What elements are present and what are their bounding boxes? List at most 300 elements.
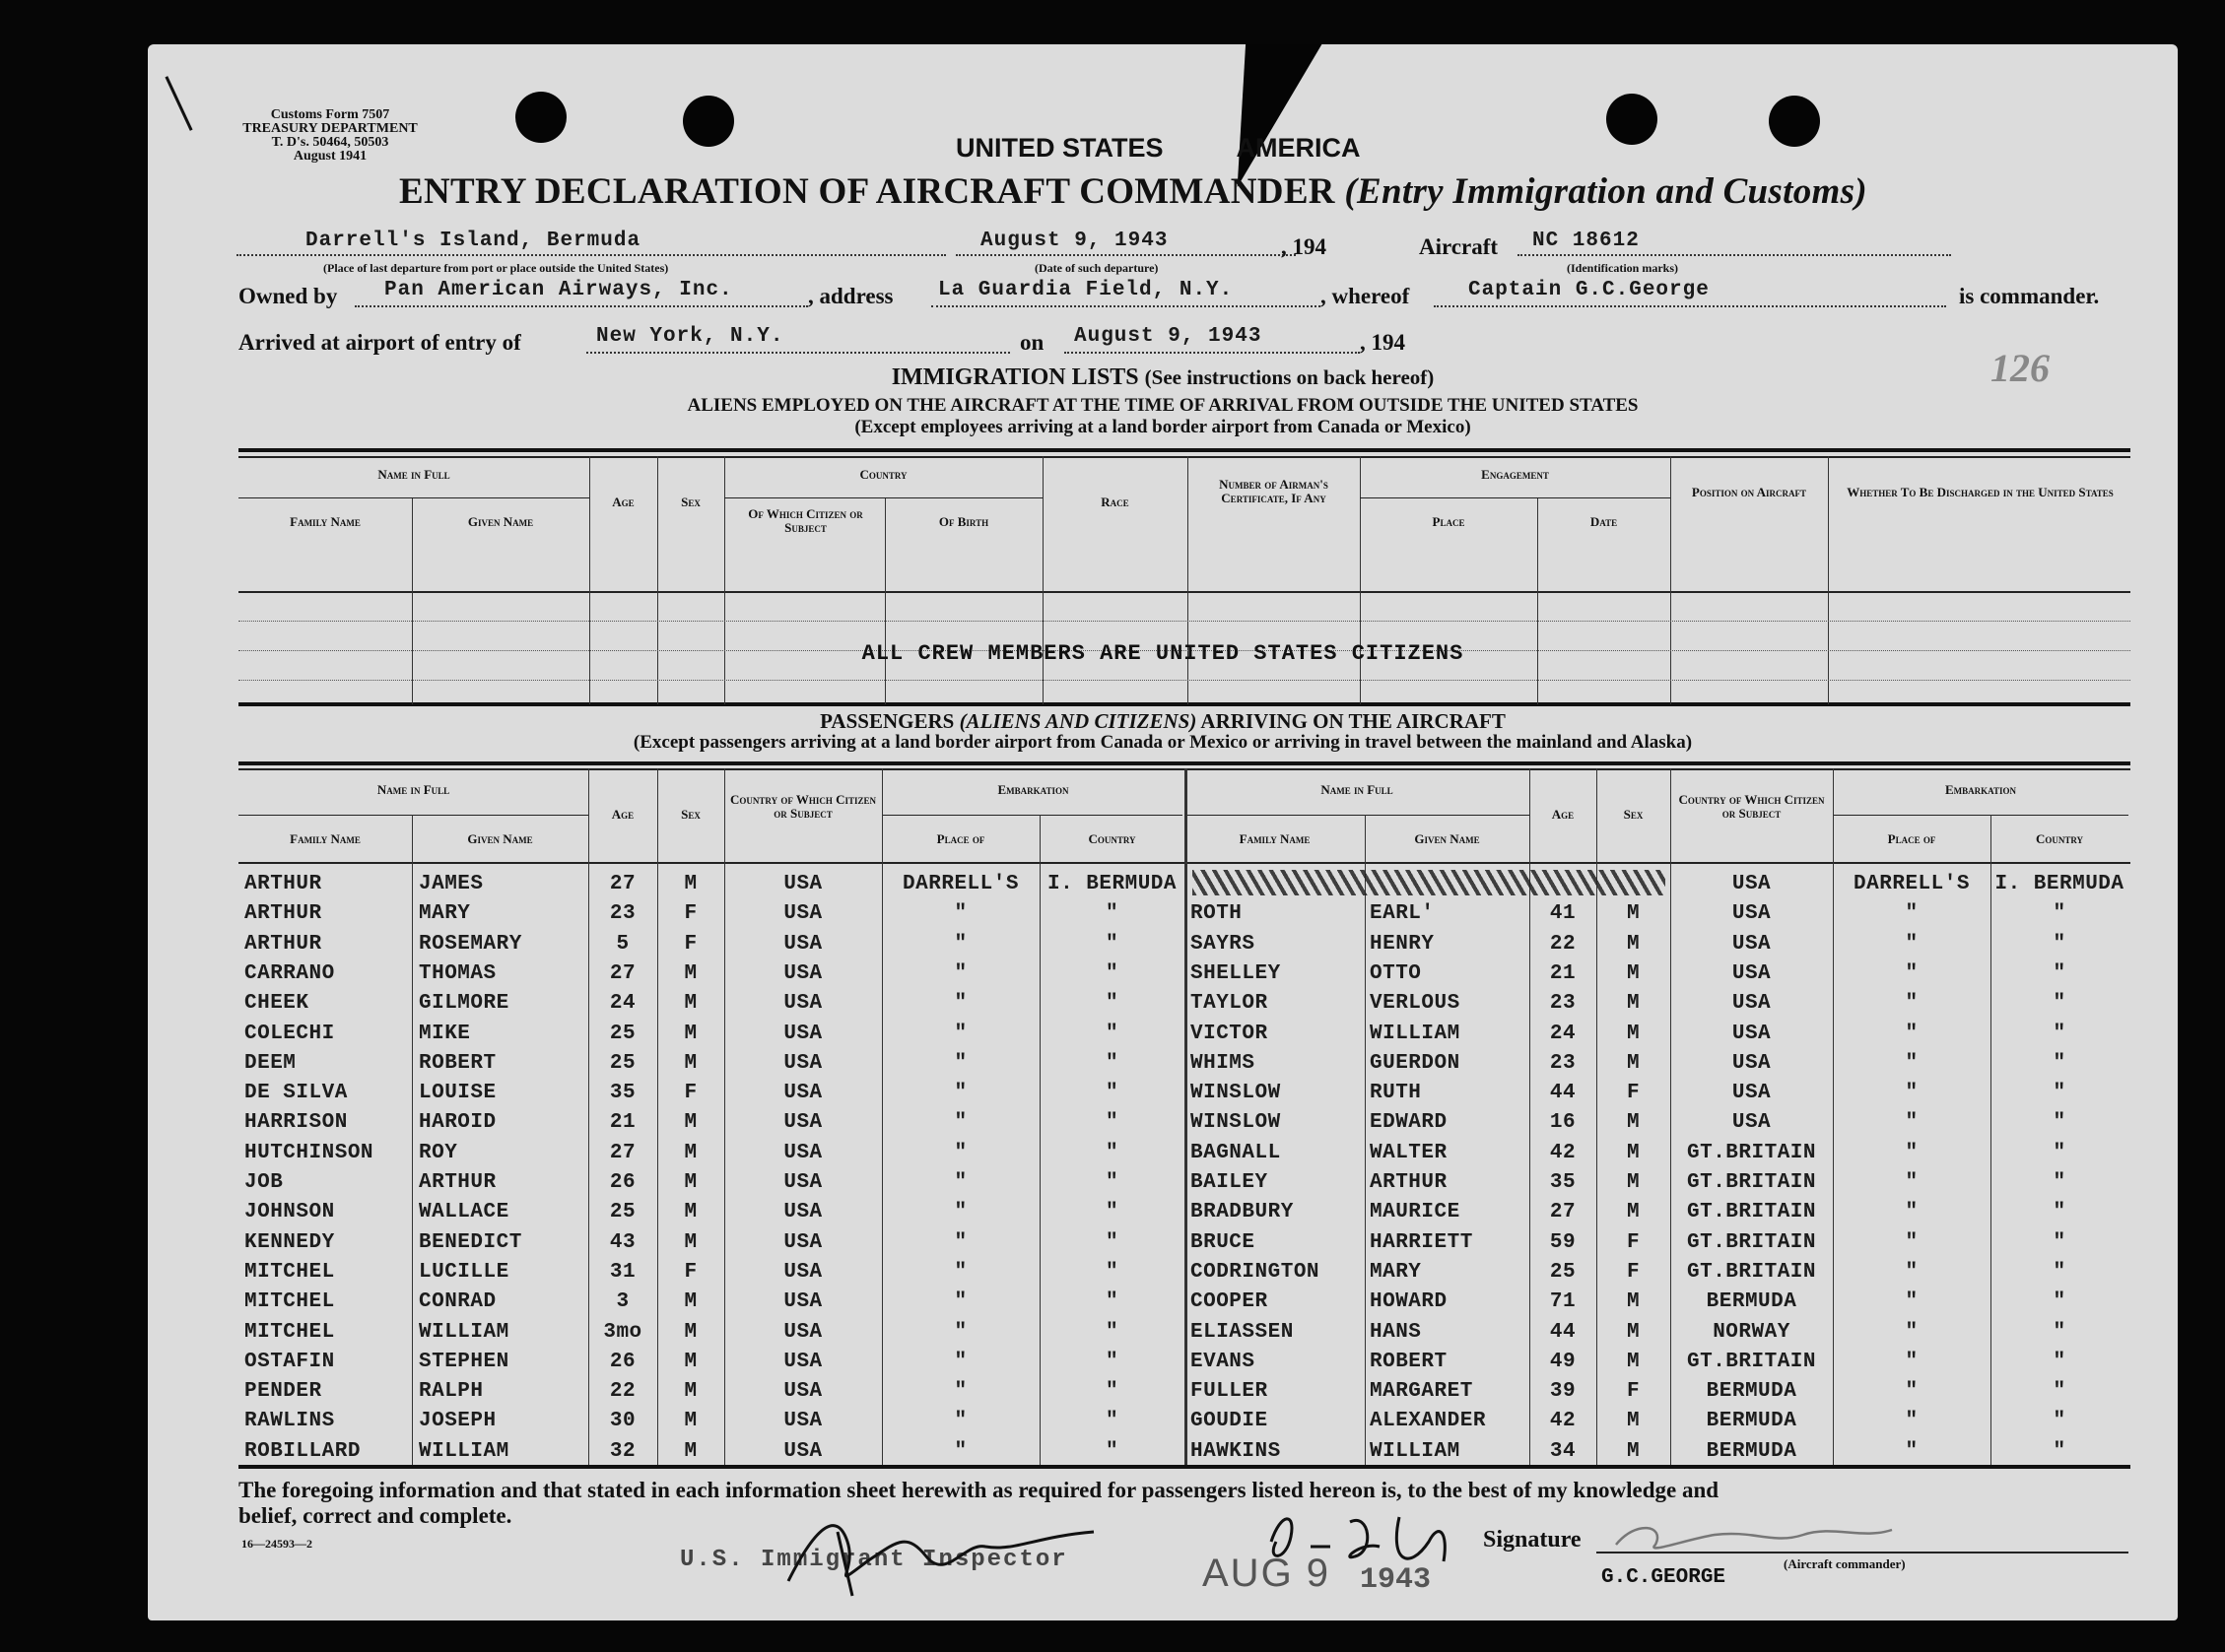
sheet-number-stamp: 126	[1990, 346, 2050, 390]
pax-left-given: GILMORE	[419, 992, 509, 1016]
inspector-signature	[778, 1502, 1113, 1601]
pax-right-sex: M	[1626, 1410, 1641, 1433]
ditto-mark: "	[1105, 1380, 1119, 1404]
pax-left-given: BENEDICT	[419, 1230, 522, 1254]
pax-left-sex: M	[684, 1350, 698, 1373]
ditto-mark: "	[2053, 1350, 2066, 1373]
ditto-mark: "	[2053, 1022, 2066, 1045]
form-code: 16—24593—2	[241, 1537, 312, 1551]
pax-left-family: DEEM	[244, 1051, 297, 1075]
passenger-rows	[148, 870, 2178, 1461]
pax-right-citizen: USA	[1731, 961, 1772, 985]
pax-right-sex: M	[1626, 1051, 1641, 1075]
ditto-mark: "	[2053, 1320, 2066, 1344]
pax-right-given: GUERDON	[1370, 1051, 1460, 1075]
ditto-mark: "	[1905, 992, 1919, 1016]
pax-right-citizen: GT.BRITAIN	[1686, 1171, 1817, 1194]
pax-left-family: CARRANO	[244, 961, 335, 985]
ditto-mark: "	[1105, 961, 1119, 985]
pax-age-header: Age	[611, 807, 635, 822]
pax-left-age: 26	[609, 1350, 637, 1373]
pax-left-age: 25	[609, 1022, 637, 1045]
crew-engagement-header: Engagement	[1481, 467, 1549, 482]
pax-left-age: 22	[609, 1380, 637, 1404]
table-row	[148, 1198, 2178, 1227]
pax-left-age: 27	[609, 1141, 637, 1164]
ditto-mark: "	[2053, 902, 2066, 926]
pax-left-age: 35	[609, 1082, 637, 1105]
declaration-text-2: belief, correct and complete.	[238, 1503, 512, 1528]
table-row	[148, 959, 2178, 989]
pax-left-age: 31	[609, 1260, 637, 1284]
punch-hole	[1606, 94, 1657, 145]
pax-right-sex: F	[1626, 1230, 1641, 1254]
pax-embarkation-header-right: Embarkation	[1944, 782, 2016, 797]
arrived-label: Arrived at airport of entry of	[238, 330, 521, 355]
pax-right-citizen: NORWAY	[1713, 1320, 1790, 1344]
pax-left-citizen: USA	[783, 1111, 823, 1135]
pax-family-header: Family Name	[290, 831, 361, 846]
pax-right-citizen: GT.BRITAIN	[1686, 1260, 1817, 1284]
pax-right-citizen: USA	[1731, 873, 1772, 895]
punch-hole	[515, 92, 567, 143]
pax-right-given: VERLOUS	[1370, 992, 1460, 1016]
crew-name-header: Name in Full	[377, 467, 450, 482]
signature-label: Signature	[1483, 1527, 1582, 1553]
form-title	[399, 170, 1867, 213]
table-row	[148, 989, 2178, 1019]
pax-left-age: 3mo	[603, 1320, 642, 1344]
pax-left-age: 26	[609, 1171, 637, 1194]
pax-right-given: EARL'	[1370, 902, 1435, 926]
pax-sex-header: Sex	[681, 807, 701, 822]
ditto-mark: "	[1105, 1051, 1119, 1075]
pax-embarkation-header: Embarkation	[997, 782, 1069, 797]
pax-right-citizen: USA	[1731, 902, 1772, 926]
pax-left-sex: F	[684, 1082, 698, 1105]
torn-corner	[1198, 44, 1325, 187]
ditto-mark: "	[1905, 1410, 1919, 1433]
department: TREASURY DEPARTMENT	[242, 121, 418, 136]
pax-right-family: FULLER	[1190, 1380, 1268, 1404]
pax-right-citizen: USA	[1731, 1051, 1772, 1075]
commander-value: Captain G.C.George	[1468, 279, 1710, 301]
pax-left-given: RALPH	[419, 1380, 484, 1404]
pax-left-given: ROSEMARY	[419, 932, 522, 956]
aircraft-value: NC 18612	[1532, 230, 1640, 252]
ditto-mark: "	[954, 1230, 968, 1254]
ditto-mark: "	[2053, 1380, 2066, 1404]
ditto-mark: "	[1105, 1320, 1119, 1344]
pax-right-sex: M	[1626, 1320, 1641, 1344]
ditto-mark: "	[1105, 1111, 1119, 1135]
pax-left-family: KENNEDY	[244, 1230, 335, 1254]
table-row	[148, 870, 2178, 899]
pax-right-citizen: USA	[1731, 1111, 1772, 1135]
pax-right-age: 34	[1549, 1439, 1577, 1463]
crew-discharged-header: Whether To Be Discharged in the United States	[1847, 485, 2114, 499]
ditto-mark: "	[1105, 1171, 1119, 1194]
pax-left-citizen: USA	[783, 1201, 823, 1224]
pax-citizen-header-right: Country of Which Citizen or Subject	[1678, 792, 1825, 821]
commander-name: G.C.GEORGE	[1601, 1566, 1726, 1589]
ditto-mark: "	[954, 1439, 968, 1463]
immigration-subtitle-note: (Except employees arriving at a land border airport from Canada or Mexico)	[854, 417, 1471, 437]
pax-right-family: BAGNALL	[1190, 1141, 1281, 1164]
pax-right-citizen: BERMUDA	[1706, 1380, 1797, 1404]
pax-right-age: 42	[1549, 1410, 1577, 1433]
pax-left-given: ROBERT	[419, 1051, 497, 1075]
pax-right-given: RUTH	[1370, 1082, 1422, 1105]
ditto-mark: "	[1905, 932, 1919, 956]
owned-by-label: Owned by	[238, 284, 338, 308]
departure-place-caption: (Place of last departure from port or place outside the United States)	[323, 261, 669, 275]
pax-left-given: WILLIAM	[419, 1320, 509, 1344]
table-row	[148, 1228, 2178, 1258]
pax-citizen-header: Country of Which Citizen or Subject	[730, 792, 876, 821]
pax-place-header: Place of	[936, 831, 985, 846]
passengers-title-end: ARRIVING ON THE AIRCRAFT	[1200, 709, 1506, 733]
pax-right-given: WALTER	[1370, 1141, 1448, 1164]
pax-left-sex: M	[684, 1022, 698, 1045]
ditto-mark: "	[2053, 1230, 2066, 1254]
crew-place-header: Place	[1432, 514, 1465, 529]
pax-left-citizen: USA	[783, 961, 823, 985]
pax-right-sex: F	[1626, 1260, 1641, 1284]
pax-left-family: DE SILVA	[244, 1082, 348, 1105]
ditto-mark: "	[1105, 1141, 1119, 1164]
pax-left-age: 25	[609, 1051, 637, 1075]
pax-left-given: JAMES	[419, 873, 484, 895]
passengers-title-text: PASSENGERS	[820, 709, 955, 733]
pax-left-given: WILLIAM	[419, 1439, 509, 1463]
on-label: on	[1020, 330, 1045, 355]
pax-left-given: ROY	[419, 1141, 458, 1164]
ditto-mark: "	[1105, 1201, 1119, 1224]
pax-left-sex: M	[684, 1290, 698, 1314]
ditto-mark: "	[1105, 1410, 1119, 1433]
pax-left-family: RAWLINS	[244, 1410, 335, 1433]
pax-left-family: CHEEK	[244, 992, 309, 1016]
pax-left-age: 5	[616, 932, 630, 956]
pax-age-header-right: Age	[1551, 807, 1575, 822]
pax-left-family: HARRISON	[244, 1111, 348, 1135]
pax-left-citizen: USA	[783, 1320, 823, 1344]
pax-left-citizen: USA	[783, 1051, 823, 1075]
pax-right-age: 41	[1549, 902, 1577, 926]
pax-left-given: HAROID	[419, 1111, 497, 1135]
pax-left-family: JOB	[244, 1171, 284, 1194]
pax-right-age: 23	[1549, 1051, 1577, 1075]
pax-left-age: 27	[609, 961, 637, 985]
pax-left-family: ARTHUR	[244, 932, 322, 956]
embark-place: DARRELL'S	[903, 873, 1019, 895]
table-row	[148, 1020, 2178, 1049]
pax-right-sex: M	[1626, 1022, 1641, 1045]
crew-birth-header: Of Birth	[938, 514, 989, 529]
pax-left-citizen: USA	[783, 1082, 823, 1105]
pax-right-citizen: BERMUDA	[1706, 1439, 1797, 1463]
table-row	[148, 1377, 2178, 1407]
pax-right-sex: M	[1626, 1171, 1641, 1194]
crew-citizen-header: Of Which Citizen or Subject	[748, 506, 863, 535]
ditto-mark: "	[1905, 1350, 1919, 1373]
ditto-mark: "	[954, 1171, 968, 1194]
table-row	[148, 1288, 2178, 1317]
ditto-mark: "	[954, 992, 968, 1016]
pax-right-given: ARTHUR	[1370, 1171, 1448, 1194]
pax-left-sex: M	[684, 1201, 698, 1224]
pax-right-age: 49	[1549, 1350, 1577, 1373]
ditto-mark: "	[954, 1260, 968, 1284]
table-row	[148, 1168, 2178, 1198]
ditto-mark: "	[1905, 1141, 1919, 1164]
pax-right-sex: M	[1626, 992, 1641, 1016]
pax-right-family: COOPER	[1190, 1290, 1268, 1314]
ditto-mark: "	[954, 1350, 968, 1373]
pax-right-family: WHIMS	[1190, 1051, 1255, 1075]
passengers-title-italic: (ALIENS AND CITIZENS)	[959, 709, 1197, 733]
pax-right-sex: M	[1626, 1201, 1641, 1224]
ditto-mark: "	[2053, 1410, 2066, 1433]
ditto-mark: "	[2053, 1111, 2066, 1135]
pax-left-sex: M	[684, 1439, 698, 1463]
pax-left-sex: M	[684, 992, 698, 1016]
ditto-mark: "	[1905, 961, 1919, 985]
pax-left-age: 27	[609, 873, 637, 895]
pax-left-age: 21	[609, 1111, 637, 1135]
ditto-mark: "	[1105, 932, 1119, 956]
ditto-mark: "	[2053, 992, 2066, 1016]
ditto-mark: "	[1905, 902, 1919, 926]
pax-left-family: ARTHUR	[244, 902, 322, 926]
crew-family-header: Family Name	[290, 514, 361, 529]
pax-right-citizen: GT.BRITAIN	[1686, 1350, 1817, 1373]
pax-right-family: BRADBURY	[1190, 1201, 1294, 1224]
table-row	[148, 1348, 2178, 1377]
crew-age-header: Age	[612, 495, 635, 509]
year-suffix-2: , 194	[1360, 330, 1405, 355]
pax-right-sex: M	[1626, 932, 1641, 956]
signature-caption: (Aircraft commander)	[1784, 1556, 1906, 1571]
pax-right-family: SAYRS	[1190, 932, 1255, 956]
pax-left-given: ARTHUR	[419, 1171, 497, 1194]
pax-right-sex: M	[1626, 1350, 1641, 1373]
pax-right-age: 59	[1549, 1230, 1577, 1254]
pax-right-sex: F	[1626, 1380, 1641, 1404]
pax-left-given: MARY	[419, 902, 471, 926]
pax-left-sex: F	[684, 902, 698, 926]
pax-right-age: 42	[1549, 1141, 1577, 1164]
pax-left-given: LUCILLE	[419, 1260, 509, 1284]
pax-right-sex: M	[1626, 961, 1641, 985]
ditto-mark: "	[2053, 1290, 2066, 1314]
ditto-mark: "	[1905, 1380, 1919, 1404]
pax-right-citizen: GT.BRITAIN	[1686, 1230, 1817, 1254]
pax-right-age: 23	[1549, 992, 1577, 1016]
ditto-mark: "	[1105, 1082, 1119, 1105]
pax-left-citizen: USA	[783, 1410, 823, 1433]
ditto-mark: "	[2053, 1082, 2066, 1105]
pax-left-sex: M	[684, 1111, 698, 1135]
pax-left-citizen: USA	[783, 1230, 823, 1254]
date-stamp-day: AUG 9	[1202, 1552, 1331, 1595]
pax-right-given: EDWARD	[1370, 1111, 1448, 1135]
declaration-form	[148, 44, 2178, 1620]
pax-right-given: ROBERT	[1370, 1350, 1448, 1373]
pax-right-age: 27	[1549, 1201, 1577, 1224]
ditto-mark: "	[2053, 1141, 2066, 1164]
pax-place-header-right: Place of	[1887, 831, 1936, 846]
nation-text-end: AMERICA	[1236, 133, 1361, 163]
pax-left-family: COLECHI	[244, 1022, 335, 1045]
pax-left-citizen: USA	[783, 1380, 823, 1404]
ditto-mark: "	[954, 1022, 968, 1045]
pax-left-age: 25	[609, 1201, 637, 1224]
pax-right-age: 35	[1549, 1171, 1577, 1194]
ditto-mark: "	[954, 1141, 968, 1164]
embark-country: I. BERMUDA	[1046, 873, 1178, 895]
is-commander-label: is commander.	[1959, 284, 2100, 308]
pax-left-sex: M	[684, 1141, 698, 1164]
pax-right-age: 44	[1549, 1320, 1577, 1344]
ditto-mark: "	[2053, 1171, 2066, 1194]
ditto-mark: "	[1905, 1111, 1919, 1135]
pax-right-given: OTTO	[1370, 961, 1422, 985]
punch-hole	[1769, 96, 1820, 147]
pax-left-age: 32	[609, 1439, 637, 1463]
immigration-subtitle: ALIENS EMPLOYED ON THE AIRCRAFT AT THE TIME OF ARRIVAL FROM OUTSIDE THE UNITED STATES	[687, 395, 1639, 416]
pen-mark	[165, 76, 192, 131]
pax-left-given: STEPHEN	[419, 1350, 509, 1373]
pax-left-sex: M	[684, 1380, 698, 1404]
ditto-mark: "	[954, 1051, 968, 1075]
table-row	[148, 1437, 2178, 1467]
pax-left-given: CONRAD	[419, 1290, 497, 1314]
ditto-mark: "	[954, 1410, 968, 1433]
pax-right-citizen: BERMUDA	[1706, 1410, 1797, 1433]
pax-left-age: 30	[609, 1410, 637, 1433]
pax-right-age: 25	[1549, 1260, 1577, 1284]
pax-left-family: PENDER	[244, 1380, 322, 1404]
ditto-mark: "	[1905, 1171, 1919, 1194]
ditto-mark: "	[2053, 961, 2066, 985]
pax-sex-header-right: Sex	[1623, 807, 1644, 822]
pax-right-family: BRUCE	[1190, 1230, 1255, 1254]
pax-family-header-right: Family Name	[1239, 831, 1311, 846]
pax-right-sex: M	[1626, 902, 1641, 926]
ditto-mark: "	[1905, 1290, 1919, 1314]
pax-left-given: LOUISE	[419, 1082, 497, 1105]
ditto-mark: "	[954, 1320, 968, 1344]
pax-left-citizen: USA	[783, 1350, 823, 1373]
pax-right-family: ELIASSEN	[1190, 1320, 1294, 1344]
ditto-mark: "	[1905, 1439, 1919, 1463]
pax-left-age: 23	[609, 902, 637, 926]
pax-right-given: MARGARET	[1370, 1380, 1473, 1404]
pax-right-family: SHELLEY	[1190, 961, 1281, 985]
ditto-mark: "	[2053, 1260, 2066, 1284]
title-main: ENTRY DECLARATION OF AIRCRAFT COMMANDER	[399, 171, 1335, 212]
ditto-mark: "	[954, 961, 968, 985]
pax-right-citizen: GT.BRITAIN	[1686, 1141, 1817, 1164]
pax-left-age: 24	[609, 992, 637, 1016]
ditto-mark: "	[1105, 992, 1119, 1016]
pax-left-citizen: USA	[783, 1141, 823, 1164]
pax-right-age: 71	[1549, 1290, 1577, 1314]
arrival-date-value: August 9, 1943	[1074, 325, 1262, 348]
table-row	[148, 1079, 2178, 1108]
pax-name-header: Name in Full	[376, 782, 450, 797]
table-row	[148, 1049, 2178, 1079]
pax-left-citizen: USA	[783, 1171, 823, 1194]
pax-right-given: HANS	[1370, 1320, 1422, 1344]
pax-right-sex: M	[1626, 1439, 1641, 1463]
table-row	[148, 1139, 2178, 1168]
pax-left-family: ARTHUR	[244, 873, 322, 895]
pax-left-family: MITCHEL	[244, 1320, 335, 1344]
pax-left-sex: M	[684, 1171, 698, 1194]
pax-country-header-right: Country	[2035, 831, 2084, 846]
embark-country: I. BERMUDA	[1994, 873, 2124, 895]
pax-left-given: THOMAS	[419, 961, 497, 985]
pax-right-age: 21	[1549, 961, 1577, 985]
pax-right-family: EVANS	[1190, 1350, 1255, 1373]
ditto-mark: "	[1105, 1439, 1119, 1463]
pax-given-header-right: Given Name	[1414, 831, 1480, 846]
ditto-mark: "	[954, 1380, 968, 1404]
pax-right-given: ALEXANDER	[1370, 1410, 1486, 1433]
address-value: La Guardia Field, N.Y.	[938, 279, 1234, 301]
aircraft-label: Aircraft	[1419, 234, 1499, 259]
ditto-mark: "	[1905, 1082, 1919, 1105]
pax-right-family: TAYLOR	[1190, 992, 1268, 1016]
pax-left-family: MITCHEL	[244, 1260, 335, 1284]
pax-right-given: MAURICE	[1370, 1201, 1460, 1224]
pax-right-citizen: BERMUDA	[1706, 1290, 1797, 1314]
ditto-mark: "	[954, 1082, 968, 1105]
pax-left-family: MITCHEL	[244, 1290, 335, 1314]
ditto-mark: "	[1905, 1230, 1919, 1254]
pax-right-given: HOWARD	[1370, 1290, 1448, 1314]
pax-given-header: Given Name	[467, 831, 533, 846]
pax-right-given: WILLIAM	[1370, 1022, 1460, 1045]
table-row	[148, 1108, 2178, 1138]
pax-right-family: CODRINGTON	[1190, 1260, 1320, 1284]
ditto-mark: "	[954, 932, 968, 956]
ditto-mark: "	[1105, 1290, 1119, 1314]
ditto-mark: "	[1105, 1260, 1119, 1284]
pax-right-family: ROTH	[1190, 902, 1243, 926]
pax-right-sex: M	[1626, 1141, 1641, 1164]
date-stamp-year: 1943	[1360, 1563, 1432, 1597]
ditto-mark: "	[954, 1201, 968, 1224]
pax-right-citizen: USA	[1731, 992, 1772, 1016]
ditto-mark: "	[2053, 1051, 2066, 1075]
pax-left-citizen: USA	[783, 1260, 823, 1284]
pax-left-citizen: USA	[783, 1439, 823, 1463]
ditto-mark: "	[1905, 1320, 1919, 1344]
crew-date-header: Date	[1589, 514, 1618, 529]
aircraft-caption: (Identification marks)	[1567, 261, 1678, 275]
pax-left-given: JOSEPH	[419, 1410, 497, 1433]
address-label: , address	[808, 284, 894, 308]
immigration-title-note: (See instructions on back hereof)	[1144, 365, 1435, 389]
embark-place: DARRELL'S	[1854, 873, 1970, 895]
table-row	[148, 1318, 2178, 1348]
pax-left-citizen: USA	[783, 1290, 823, 1314]
ditto-mark: "	[1105, 1230, 1119, 1254]
